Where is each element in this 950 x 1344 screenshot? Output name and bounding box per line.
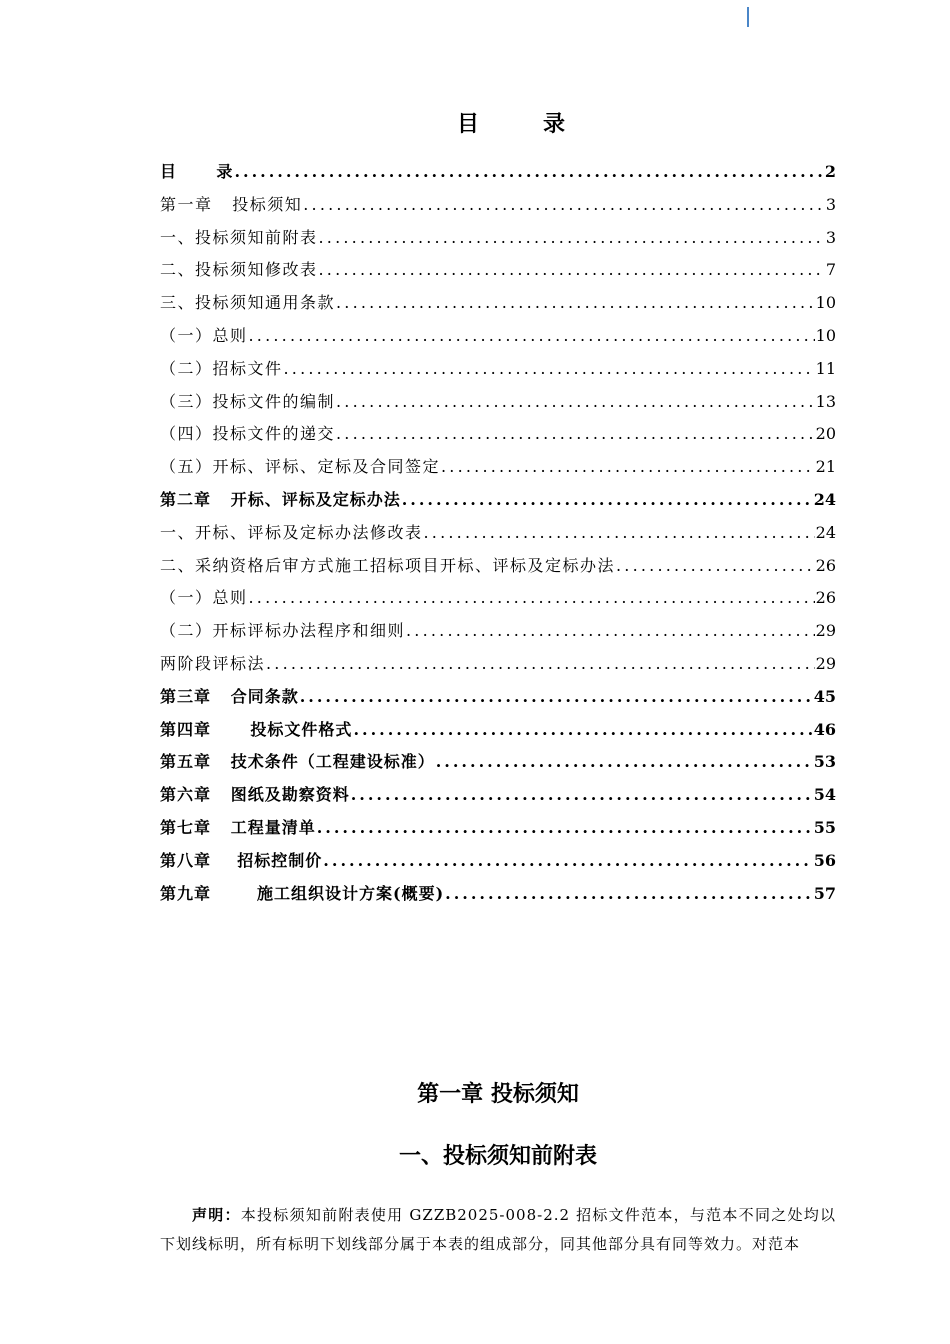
toc-entry-label: （五）开标、评标、定标及合同签定 [160,457,441,477]
toc-entry-page: 55 [813,817,836,837]
toc-entry-page: 10 [815,325,836,345]
statement-lead: 声明： [192,1206,241,1224]
toc-entry[interactable] [160,878,836,911]
toc-entry-page: 24 [815,522,836,542]
toc-entry-label: （三）投标文件的编制 [160,391,336,411]
toc-dot-leader [336,418,815,451]
toc-entry-label: （一）总则 [160,325,248,345]
toc-entry-label: 第九章 施工组织设计方案(概要) [160,883,445,903]
toc-entry[interactable] [160,484,836,517]
toc-entry-page: 29 [815,653,836,673]
toc-entry-page: 24 [813,489,836,509]
toc-entry-label: 第三章 合同条款 [160,686,299,706]
toc-dot-leader [266,648,815,681]
toc-entry-page: 29 [815,621,836,641]
toc-entry[interactable] [160,779,836,812]
toc-entry-label: （二）开标评标办法程序和细则 [160,621,406,641]
toc-dot-leader [249,582,815,615]
toc-entry[interactable] [160,845,836,878]
text-cursor [747,7,749,27]
toc-entry-page: 13 [815,391,836,411]
toc-entry-label: （一）总则 [160,588,248,608]
toc-entry-page: 20 [815,424,836,444]
toc-entry-label: （四）投标文件的递交 [160,424,336,444]
toc-dot-leader [424,517,815,550]
toc-dot-leader [616,550,815,583]
toc-dot-leader [336,386,815,419]
toc-entry-label: 第六章 图纸及勘察资料 [160,785,350,805]
toc-entry-label: 两阶段评标法 [160,653,266,673]
toc-entry[interactable] [160,320,836,353]
toc-entry[interactable] [160,386,836,419]
toc-entry-label: 二、采纳资格后审方式施工招标项目开标、评标及定标办法 [160,555,616,575]
toc-entry-page: 10 [815,293,836,313]
toc-dot-leader [402,484,813,517]
toc-entry-label: 第五章 技术条件（工程建设标准） [160,752,435,772]
toc-entry-label: 目 录 [160,162,234,181]
toc-entry-page: 11 [815,358,836,378]
toc-entry-page: 21 [815,457,836,477]
toc-entry[interactable] [160,418,836,451]
toc-entry[interactable] [160,353,836,386]
toc-entry[interactable] [160,550,836,583]
toc-dot-leader [441,451,815,484]
toc-entry-page: 53 [813,752,836,772]
toc-entry-label: 三、投标须知通用条款 [160,293,336,313]
toc-dot-leader [303,189,825,222]
toc-entry[interactable] [160,615,836,648]
toc-entry-page: 3 [825,194,836,214]
statement-text: 本投标须知前附表使用 GZZB2025-008-2.2 招标文件范本，与范本不同之处均以下划线标明，所有标明下划线部分属于本表的组成部分，同其他部分具有同等效力。对范本 [160,1206,836,1253]
toc-entry-label: 第八章 招标控制价 [160,850,323,870]
toc-entry[interactable] [160,582,836,615]
toc-entry[interactable] [160,681,836,714]
toc-dot-leader [319,254,825,287]
toc-entry[interactable] [160,222,836,255]
toc-entry-page: 3 [825,227,836,247]
toc-entry[interactable] [160,517,836,550]
toc-dot-leader [234,156,823,189]
toc-entry-label: 一、投标须知前附表 [160,227,318,247]
toc-entry-label: （二）招标文件 [160,358,283,378]
toc-entry-label: 一、开标、评标及定标办法修改表 [160,522,423,542]
chapter-title: 第一章 投标须知 [417,1081,579,1107]
toc-entry-label: 第一章 投标须知 [160,194,303,214]
toc-entry-label: 第七章 工程量清单 [160,817,316,837]
toc-entry[interactable] [160,451,836,484]
toc-heading-right: 录 [543,111,566,137]
toc-dot-leader [317,812,813,845]
toc-dot-leader [300,681,813,714]
toc-entry-page: 26 [815,555,836,575]
toc-dot-leader [284,353,815,386]
toc-entry[interactable] [160,812,836,845]
toc-entry[interactable] [160,189,836,222]
toc-entry-page: 46 [813,719,836,739]
toc-entry-label: 二、投标须知修改表 [160,260,318,280]
toc-entry-label: 第四章 投标文件格式 [160,719,353,739]
toc-dot-leader [406,615,815,648]
toc-entry-page: 2 [824,162,836,181]
toc-dot-leader [319,222,825,255]
toc-entry[interactable] [160,156,836,189]
toc-heading [0,108,950,140]
toc-dot-leader [336,287,815,320]
toc-dot-leader [249,320,815,353]
toc-dot-leader [351,779,813,812]
toc-entry-page: 7 [825,260,836,280]
toc-dot-leader [323,845,812,878]
toc-heading-left: 目 [456,111,479,137]
section-title: 一、投标须知前附表 [398,1143,597,1169]
toc-entry-page: 56 [813,850,836,870]
toc-dot-leader [353,714,812,747]
toc-entry-page: 45 [813,686,836,706]
toc-entry[interactable] [160,287,836,320]
toc-entry-label: 第二章 开标、评标及定标办法 [160,489,401,509]
toc-entry[interactable] [160,254,836,287]
table-of-contents [160,156,836,910]
statement-paragraph [160,1201,836,1259]
toc-entry-page: 57 [813,883,836,903]
toc-entry-page: 54 [813,785,836,805]
toc-entry[interactable] [160,714,836,747]
toc-entry[interactable] [160,746,836,779]
toc-dot-leader [436,746,813,779]
toc-entry-page: 26 [815,588,836,608]
toc-entry[interactable] [160,648,836,681]
toc-dot-leader [445,878,813,911]
